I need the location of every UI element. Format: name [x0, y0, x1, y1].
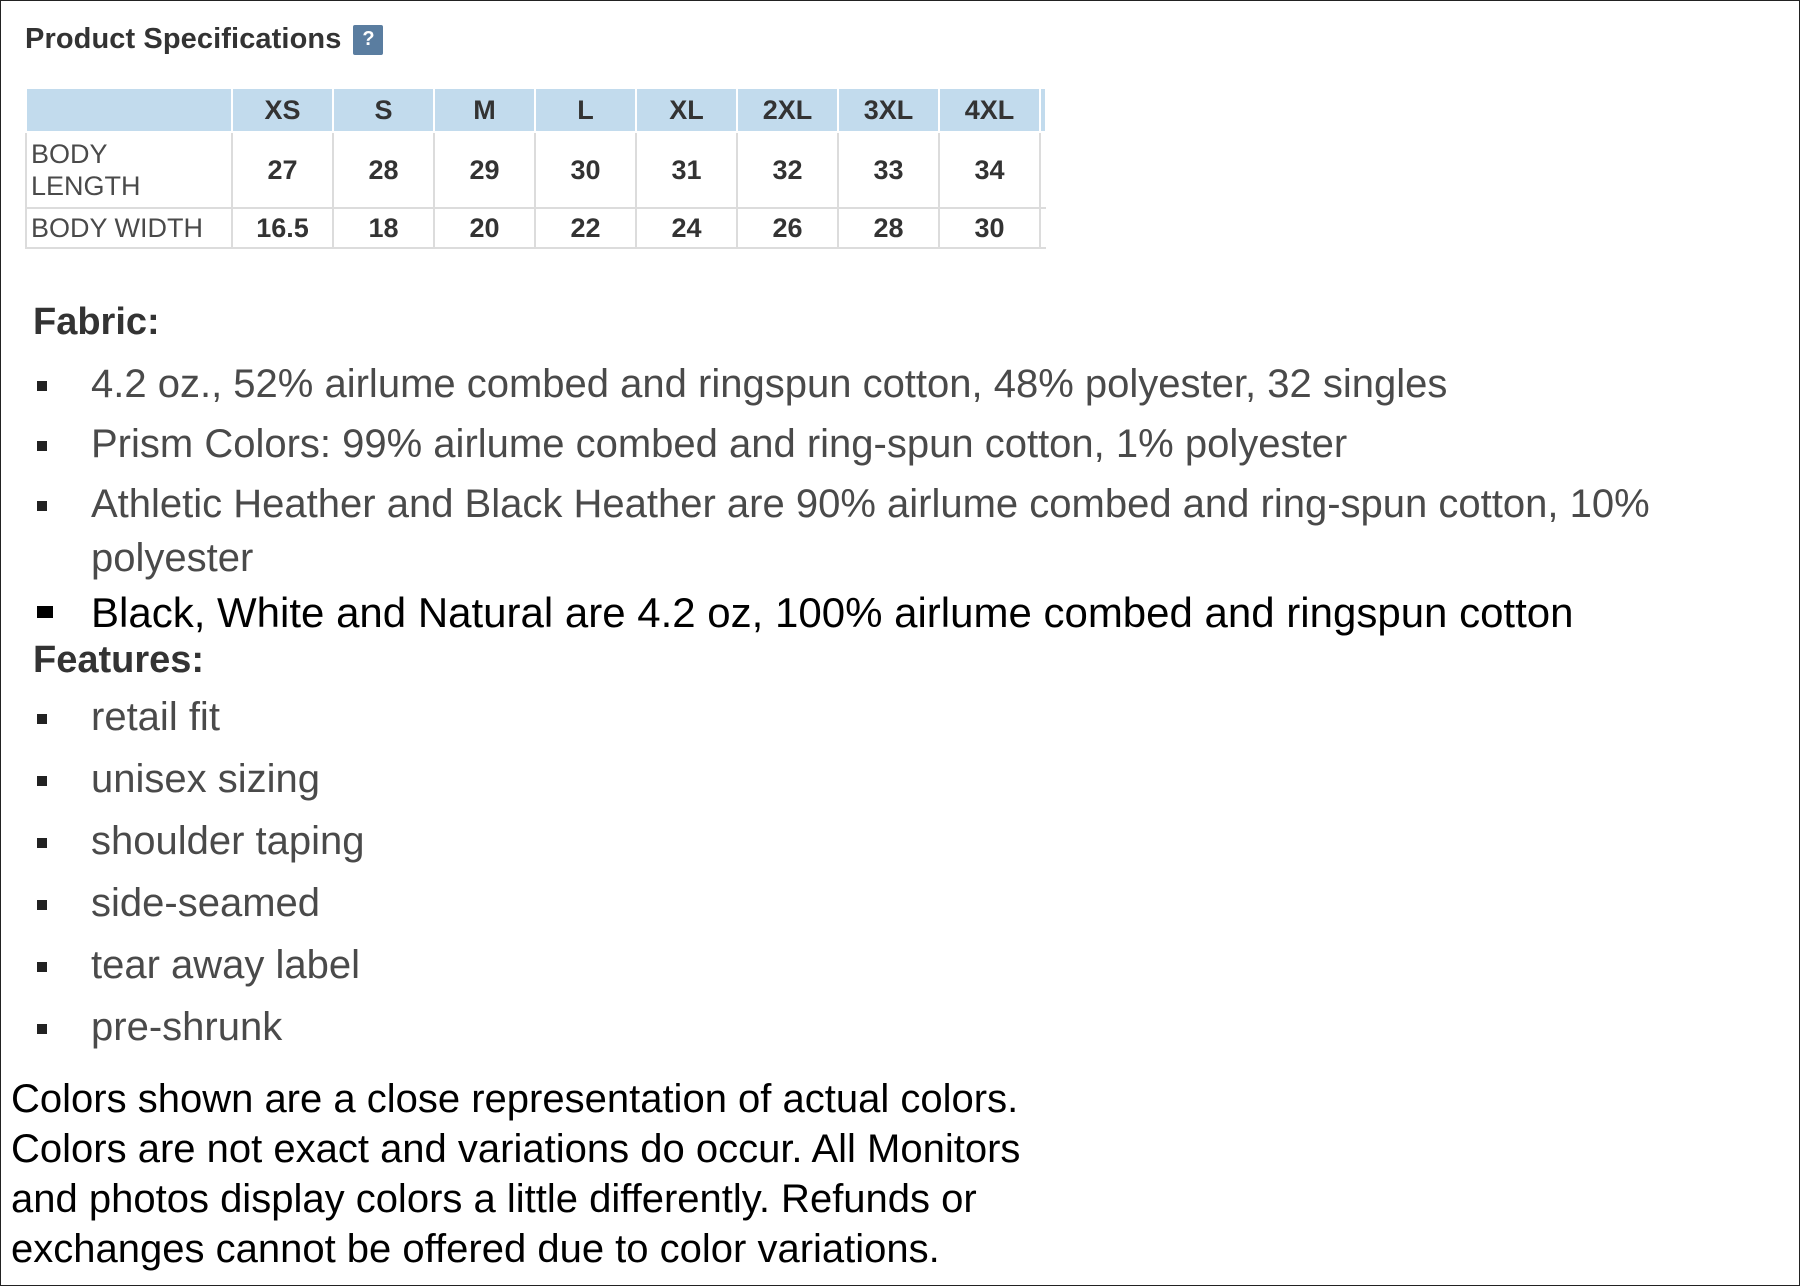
fabric-heading: Fabric:: [33, 301, 160, 343]
list-item: [33, 996, 833, 1058]
list-item: [33, 872, 833, 934]
table-cell: 33: [838, 132, 939, 208]
table-cell: 29: [434, 132, 535, 208]
table-cell: 28: [333, 132, 434, 208]
bullet-icon: [37, 962, 47, 972]
size-header: S: [333, 88, 434, 132]
features-heading: Features:: [33, 639, 205, 681]
bullet-icon: [37, 606, 53, 618]
table-cell: 34: [939, 132, 1040, 208]
size-header: XL: [636, 88, 737, 132]
size-header: XS: [232, 88, 333, 132]
size-header: 4XL: [939, 88, 1040, 132]
table-cell: 31: [636, 132, 737, 208]
table-cell: 30: [535, 132, 636, 208]
table-cell: 32: [737, 132, 838, 208]
table-cell: 22: [535, 208, 636, 248]
features-list: [33, 686, 833, 1058]
size-table: [25, 87, 1047, 249]
list-item-text: Black, White and Natural are 4.2 oz, 100% airlume combed and ringspun cotton: [91, 589, 1574, 636]
list-item-text: Prism Colors: 99% airlume combed and ring-spun cotton, 1% polyester: [91, 422, 1348, 466]
list-item-text: 4.2 oz., 52% airlume combed and ringspun cotton, 48% polyester, 32 singles: [91, 362, 1448, 406]
list-item-text: tear away label: [91, 943, 361, 987]
table-row-body-length: [26, 132, 1046, 208]
spec-header: [25, 23, 383, 56]
list-item: [33, 357, 1793, 411]
list-item: [33, 417, 1793, 471]
size-table-edge: [1040, 132, 1046, 208]
size-header: L: [535, 88, 636, 132]
table-cell: 24: [636, 208, 737, 248]
list-item: [33, 810, 833, 872]
size-header: 2XL: [737, 88, 838, 132]
row-label: [26, 132, 232, 208]
list-item-text: side-seamed: [91, 881, 321, 925]
size-table-edge: [1040, 208, 1046, 248]
table-cell: 27: [232, 132, 333, 208]
table-cell: 16.5: [232, 208, 333, 248]
list-item: [33, 686, 833, 748]
list-item: [33, 589, 1793, 637]
table-cell: 30: [939, 208, 1040, 248]
color-disclaimer: Colors shown are a close representation of actual colors. Colors are not exact and variations do occur. All Monitors and photos display colors a little differently. Refunds or exchanges cannot be offered due to color variations.: [11, 1077, 1021, 1271]
table-row-body-width: [26, 208, 1046, 248]
size-table-corner: [26, 88, 232, 132]
row-label-text: BODY LENGTH: [31, 139, 141, 201]
size-header: M: [434, 88, 535, 132]
table-cell: 28: [838, 208, 939, 248]
table-cell: 20: [434, 208, 535, 248]
list-item: [33, 477, 1793, 585]
list-item-text: retail fit: [91, 695, 220, 739]
bullet-icon: [37, 1024, 47, 1034]
spec-title: Product Specifications: [25, 23, 342, 55]
table-cell: 18: [333, 208, 434, 248]
size-header: 3XL: [838, 88, 939, 132]
bullet-icon: [37, 714, 47, 724]
row-label: BODY WIDTH: [26, 208, 232, 248]
size-header-row: [26, 88, 1046, 132]
bullet-icon: [37, 381, 47, 391]
bullet-icon: [37, 776, 47, 786]
fabric-list: [33, 357, 1793, 643]
bullet-icon: [37, 838, 47, 848]
table-cell: 26: [737, 208, 838, 248]
size-table-edge: [1040, 88, 1046, 132]
list-item: [33, 934, 833, 996]
list-item-text: Athletic Heather and Black Heather are 90% airlume combed and ring-spun cotton, 10% polyester: [91, 482, 1650, 580]
bullet-icon: [37, 441, 47, 451]
help-icon[interactable]: ?: [353, 25, 383, 55]
list-item-text: unisex sizing: [91, 757, 321, 801]
list-item: [33, 748, 833, 810]
bullet-icon: [37, 501, 47, 511]
list-item-text: shoulder taping: [91, 819, 365, 863]
list-item-text: pre-shrunk: [91, 1005, 283, 1049]
bullet-icon: [37, 900, 47, 910]
